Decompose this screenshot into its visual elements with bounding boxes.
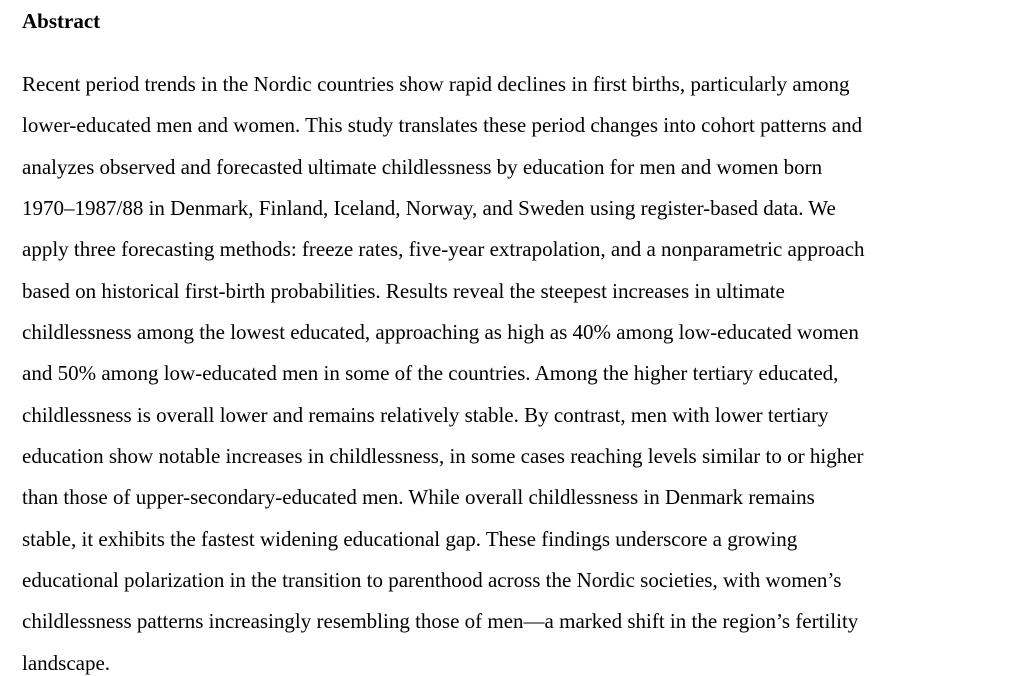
abstract-line: education show notable increases in childlessness, in some cases reaching levels similar to or higher [22, 444, 864, 469]
abstract-heading: Abstract [22, 9, 101, 33]
abstract-body [22, 64, 865, 676]
abstract-line: educational polarization in the transition to parenthood across the Nordic societies, with women’s [22, 568, 842, 593]
abstract-line: Recent period trends in the Nordic countries show rapid declines in first births, particularly among [22, 72, 850, 96]
abstract-line: childlessness is overall lower and remains relatively stable. By contrast, men with lower tertiary [22, 402, 829, 427]
abstract-line: than those of upper-secondary-educated men. While overall childlessness in Denmark remains [22, 485, 815, 510]
abstract-line: 1970–1987/88 in Denmark, Finland, Iceland, Norway, and Sweden using register-based data. We [22, 196, 836, 221]
abstract-line: childlessness patterns increasingly resembling those of men—a marked shift in the region’s fertility [22, 609, 859, 634]
abstract-line: and 50% among low-educated men in some of the countries. Among the higher tertiary educated, [22, 361, 839, 386]
abstract-line: landscape. [22, 650, 111, 675]
abstract-line: based on historical first-birth probabilities. Results reveal the steepest increases in ultimate [22, 278, 785, 303]
abstract-line: analyzes observed and forecasted ultimate childlessness by education for men and women born [22, 154, 823, 179]
abstract-line: apply three forecasting methods: freeze rates, five-year extrapolation, and a nonparametric approach [22, 237, 865, 262]
abstract-line: lower-educated men and women. This study translates these period changes into cohort patterns and [22, 113, 863, 138]
abstract-line: childlessness among the lowest educated, approaching as high as 40% among low-educated women [22, 320, 859, 345]
abstract-line: stable, it exhibits the fastest widening educational gap. These findings underscore a growing [22, 526, 798, 551]
